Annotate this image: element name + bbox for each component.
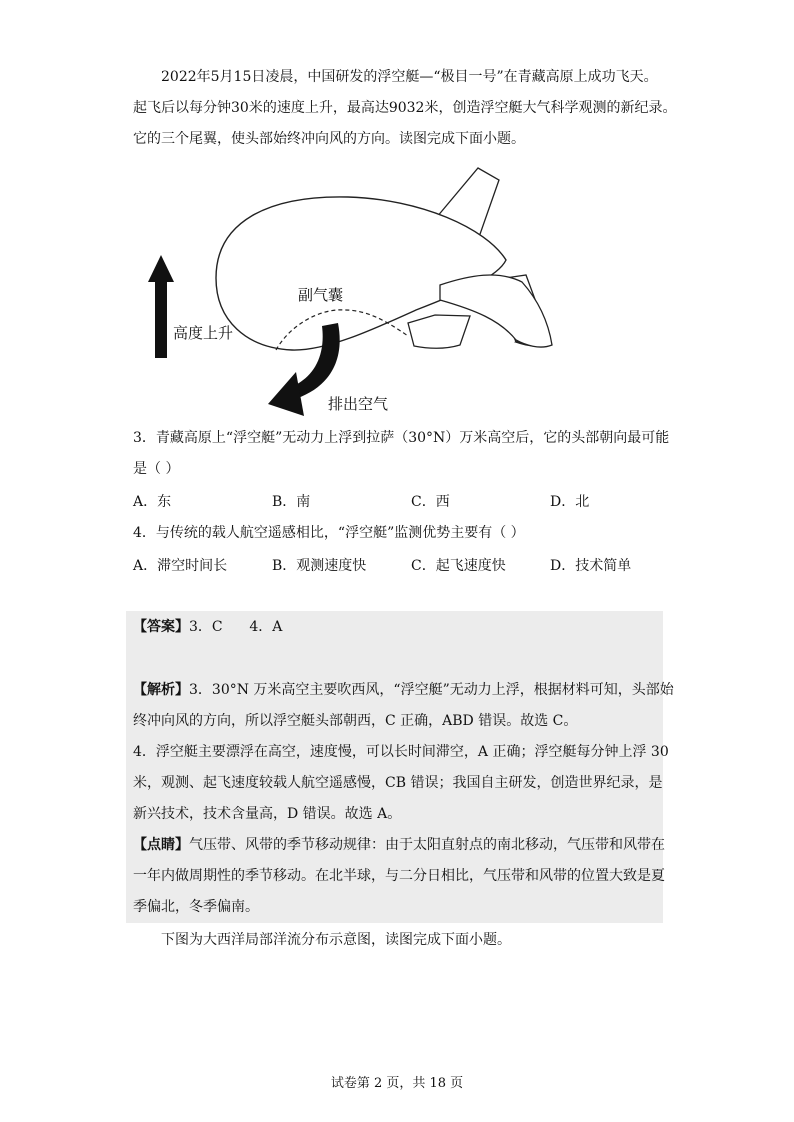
ballonet-label: 副气囊 bbox=[298, 286, 344, 304]
answer-tag: 【答案】 bbox=[133, 619, 189, 635]
intro-line-1: 2022年5月15日凌晨，中国研发的浮空艇—“极目一号”在青藏高原上成功飞天。 bbox=[161, 69, 658, 85]
up-arrow-icon bbox=[148, 255, 174, 358]
tip-line-1 bbox=[133, 830, 663, 861]
question-3-line-2: 是（ ） bbox=[133, 461, 180, 477]
tip-line-3: 季偏北，冬季偏南。 bbox=[133, 899, 259, 915]
page-footer: 试卷第 2 页，共 18 页 bbox=[330, 1076, 464, 1091]
analysis-line-4: 米，观测、起飞速度较载人航空遥感慢，CB 错误；我国自主研发，创造世界纪录，是 bbox=[133, 775, 663, 791]
height-rise-label: 高度上升 bbox=[173, 324, 234, 342]
analysis-line-1 bbox=[133, 675, 674, 706]
intro-line-2: 起飞后以每分钟30米的速度上升，最高达9032米，创造浮空艇大气科学观测的新纪录。 bbox=[133, 100, 677, 116]
next-question-intro: 下图为大西洋局部洋流分布示意图，读图完成下面小题。 bbox=[161, 932, 511, 948]
airship-diagram bbox=[140, 160, 570, 422]
question-3-line-1: 3．青藏高原上“浮空艇”无动力上浮到拉萨（30°N）万米高空后，它的头部朝向最可能 bbox=[133, 430, 670, 446]
question-3-options bbox=[133, 491, 673, 521]
intro-line-3: 它的三个尾翼，使头部始终冲向风的方向。读图完成下面小题。 bbox=[133, 131, 525, 147]
q3-option-a[interactable]: A．东 bbox=[133, 494, 172, 510]
tip-line-2: 一年内做周期性的季节移动。在北半球，与二分日相比，气压带和风带的位置大致是夏 bbox=[133, 868, 665, 884]
analysis-line-5: 新兴技术，技术含量高，D 错误。故选 A。 bbox=[133, 806, 402, 822]
exhaust-label: 排出空气 bbox=[328, 395, 389, 413]
answer-line bbox=[133, 612, 663, 643]
q4-option-a[interactable]: A．滞空时间长 bbox=[133, 558, 228, 574]
question-4-options bbox=[133, 555, 673, 585]
analysis-line-3: 4．浮空艇主要漂浮在高空，速度慢，可以长时间滞空，A 正确；浮空艇每分钟上浮 30 bbox=[133, 744, 669, 760]
q3-option-d[interactable]: D．北 bbox=[550, 494, 590, 510]
analysis-tag: 【解析】 bbox=[133, 682, 189, 698]
q3-option-c[interactable]: C．西 bbox=[411, 494, 450, 510]
q4-option-d[interactable]: D．技术简单 bbox=[550, 558, 632, 574]
tip-tag: 【点睛】 bbox=[133, 837, 189, 853]
analysis-text-1: 3．30°N 万米高空主要吹西风，“浮空艇”无动力上浮，根据材料可知，头部始 bbox=[189, 682, 674, 698]
question-4-line-1: 4．与传统的载人航空遥感相比，“浮空艇”监测优势主要有（ ） bbox=[133, 525, 525, 541]
tip-text-1: 气压带、风带的季节移动规律：由于太阳直射点的南北移动，气压带和风带在 bbox=[189, 837, 665, 853]
intro-paragraph bbox=[133, 62, 677, 155]
analysis-line-2: 终冲向风的方向，所以浮空艇头部朝西，C 正确，ABD 错误。故选 C。 bbox=[133, 713, 578, 729]
q3-option-b[interactable]: B．南 bbox=[272, 494, 311, 510]
q4-option-c[interactable]: C．起飞速度快 bbox=[411, 558, 506, 574]
answer-text: 3．C 4．A bbox=[189, 619, 283, 635]
q4-option-b[interactable]: B．观测速度快 bbox=[272, 558, 367, 574]
